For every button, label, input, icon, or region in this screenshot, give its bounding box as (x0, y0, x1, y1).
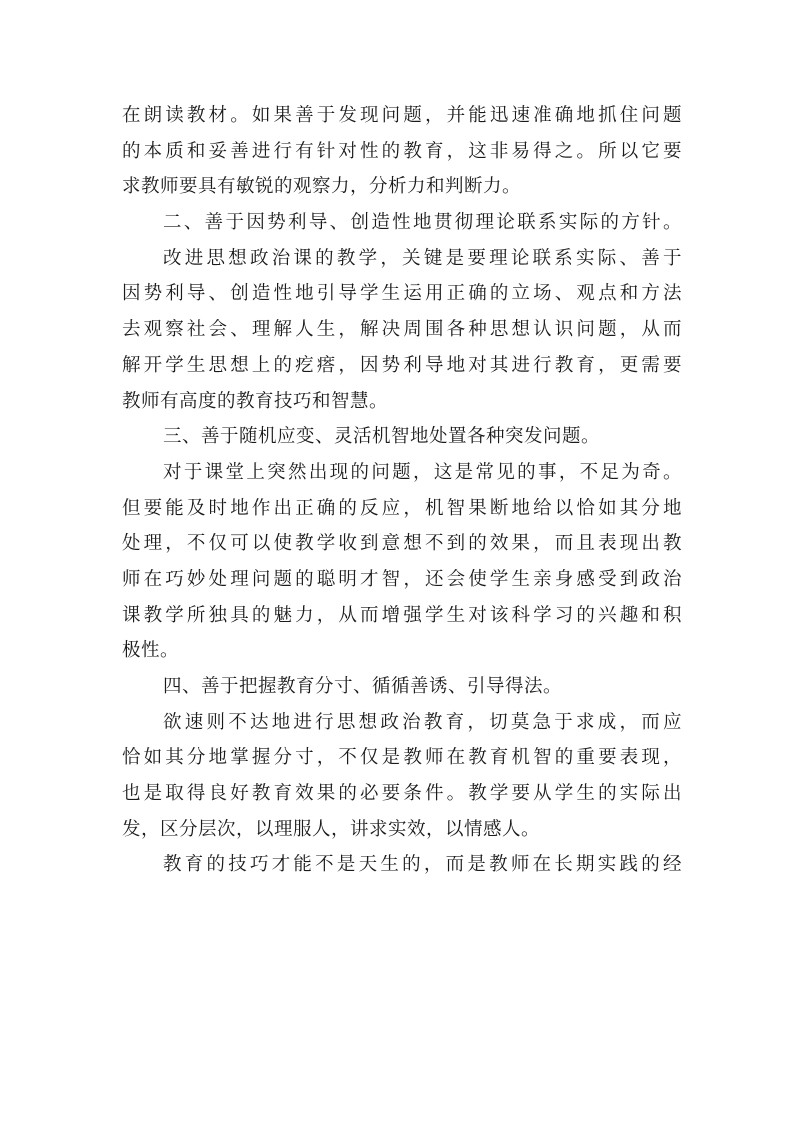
text-line: 解开学生思想上的疙瘩，因势利导地对其进行教育，更需要 (122, 354, 682, 376)
text-line: 教师有高度的教育技巧和智慧。 (122, 390, 389, 412)
text-line: 改进思想政治课的教学，关键是要理论联系实际、善于 (163, 247, 682, 269)
text-line: 极性。 (122, 640, 180, 662)
section-heading: 四、善于把握教育分寸、循循善诱、引导得法。 (163, 676, 563, 697)
section-heading: 三、善于随机应变、灵活机智地处置各种突发问题。 (163, 426, 601, 448)
text-line: 但要能及时地作出正确的反应，机智果断地给以恰如其分地 (122, 497, 682, 519)
text-line: 发，区分层次，以理服人，讲求实效，以情感人。 (122, 818, 541, 840)
text-line: 对于课堂上突然出现的问题，这是常见的事，不足为奇。 (163, 461, 682, 483)
text-line: 求教师要具有敏锐的观察力，分析力和判断力。 (122, 176, 522, 198)
text-line: 教育的技巧才能不是天生的，而是教师在长期实践的经 (163, 854, 682, 876)
text-line: 师在巧妙处理问题的聪明才智，还会使学生亲身感受到政治 (122, 568, 682, 590)
text-line: 欲速则不达地进行思想政治教育，切莫急于求成，而应 (163, 711, 682, 733)
text-line: 因势利导、创造性地引导学生运用正确的立场、观点和方法 (122, 283, 682, 305)
section-heading: 二、善于因势利导、创造性地贯彻理论联系实际的方针。 (163, 212, 682, 234)
text-line: 课教学所独具的魅力，从而增强学生对该科学习的兴趣和积 (122, 604, 682, 626)
text-line: 的本质和妥善进行有针对性的教育，这非易得之。所以它要 (122, 140, 682, 162)
text-line: 也是取得良好教育效果的必要条件。教学要从学生的实际出 (122, 783, 682, 805)
text-line: 在朗读教材。如果善于发现问题，并能迅速准确地抓住问题 (122, 105, 682, 126)
document-body (122, 98, 682, 883)
text-line: 处理，不仅可以使教学收到意想不到的效果，而且表现出教 (122, 533, 682, 555)
text-line: 去观察社会、理解人生，解决周围各种思想认识问题，从而 (122, 319, 682, 341)
text-line: 恰如其分地掌握分寸，不仅是教师在教育机智的重要表现， (122, 747, 682, 769)
